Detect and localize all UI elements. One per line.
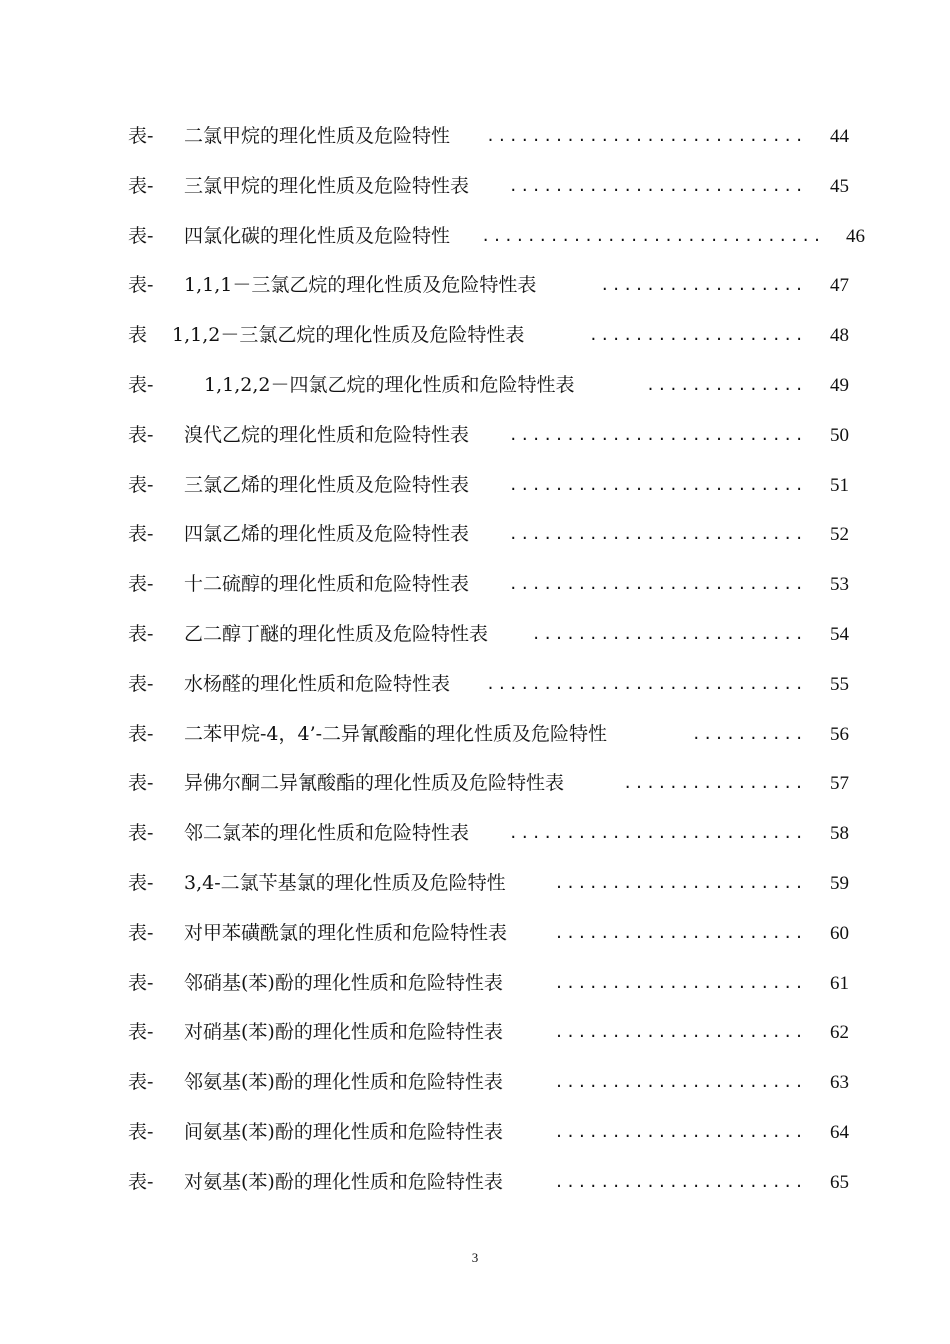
toc-title: 对氨基(苯)酚的理化性质和危险特性表 xyxy=(184,1170,503,1193)
toc-page-number: 51 xyxy=(830,474,849,496)
toc-page-number: 64 xyxy=(830,1121,849,1143)
toc-page-number: 48 xyxy=(830,325,849,347)
toc-page-number: 49 xyxy=(830,374,849,396)
toc-page-number: 54 xyxy=(830,623,849,645)
toc-leader: ...................... xyxy=(554,873,806,892)
toc-leader: .......................... xyxy=(508,475,806,494)
toc-title: 二苯甲烷-4，4’-二异氰酸酯的理化性质及危险特性 xyxy=(184,722,608,745)
toc-page-number: 47 xyxy=(830,275,849,297)
toc-prefix: 表- xyxy=(128,971,154,994)
toc-page-number: 45 xyxy=(830,175,849,197)
toc-entry[interactable] xyxy=(0,560,950,610)
toc-page-number: 59 xyxy=(830,872,849,894)
toc-page-number: 58 xyxy=(830,823,849,845)
toc-leader: ........................ xyxy=(531,624,806,643)
toc-title: 水杨醛的理化性质和危险特性表 xyxy=(184,672,451,695)
toc-prefix: 表- xyxy=(128,1021,154,1044)
toc-leader: .............. xyxy=(645,375,806,394)
toc-prefix: 表- xyxy=(128,622,154,645)
toc-entry[interactable] xyxy=(0,1008,950,1058)
page-number: 3 xyxy=(471,1250,479,1265)
toc-entry[interactable] xyxy=(0,809,950,859)
toc-prefix: 表- xyxy=(128,1071,154,1094)
toc-entry[interactable] xyxy=(0,759,950,809)
toc-prefix: 表- xyxy=(128,125,154,147)
toc-title: 三氯乙烯的理化性质及危险特性表 xyxy=(184,473,470,496)
toc-title: 对甲苯磺酰氯的理化性质和危险特性表 xyxy=(184,921,508,944)
toc-entry[interactable] xyxy=(0,1108,950,1158)
toc-prefix: 表- xyxy=(128,573,154,596)
toc-title: 二氯甲烷的理化性质及危险特性 xyxy=(184,125,451,147)
toc-entry[interactable] xyxy=(0,361,950,411)
toc-leader: .............................. xyxy=(481,226,824,245)
toc-entry[interactable] xyxy=(0,660,950,710)
toc-page-number: 63 xyxy=(830,1072,849,1094)
toc-title: 三氯甲烷的理化性质及危险特性表 xyxy=(184,174,470,197)
toc-leader: .......................... xyxy=(508,425,806,444)
toc-prefix: 表 xyxy=(128,324,148,347)
toc-leader: ...................... xyxy=(554,1122,806,1141)
toc-prefix: 表- xyxy=(128,423,154,446)
toc-prefix: 表- xyxy=(128,373,154,396)
toc-title: 邻二氯苯的理化性质和危险特性表 xyxy=(184,822,470,845)
toc-page-number: 53 xyxy=(830,574,849,596)
toc-entry[interactable] xyxy=(0,710,950,760)
toc-page-number: 55 xyxy=(830,673,849,695)
toc-leader: .................. xyxy=(600,276,806,295)
toc-page-number: 52 xyxy=(830,524,849,546)
table-of-contents xyxy=(0,112,950,1208)
toc-prefix: 表- xyxy=(128,921,154,944)
toc-leader: ................ xyxy=(623,774,806,793)
toc-title: 间氨基(苯)酚的理化性质和危险特性表 xyxy=(184,1120,503,1143)
toc-leader: .......... xyxy=(691,724,806,743)
toc-entry[interactable] xyxy=(0,610,950,660)
toc-leader: ...................... xyxy=(554,1073,806,1092)
toc-page-number: 60 xyxy=(830,922,849,944)
toc-leader: ...................... xyxy=(554,1023,806,1042)
toc-entry[interactable] xyxy=(0,859,950,909)
toc-page-number: 56 xyxy=(830,723,849,745)
toc-title: 1,1,2,2－四氯乙烷的理化性质和危险特性表 xyxy=(204,373,575,396)
toc-prefix: 表- xyxy=(128,722,154,745)
toc-entry[interactable] xyxy=(0,461,950,511)
toc-title: 溴代乙烷的理化性质和危险特性表 xyxy=(184,423,470,446)
toc-prefix: 表- xyxy=(128,672,154,695)
toc-leader: ............................ xyxy=(485,674,806,693)
toc-entry[interactable] xyxy=(0,959,950,1009)
toc-prefix: 表- xyxy=(128,174,154,197)
toc-leader: .......................... xyxy=(508,525,806,544)
toc-entry[interactable] xyxy=(0,1158,950,1208)
toc-entry[interactable] xyxy=(0,162,950,212)
toc-page-number: 44 xyxy=(830,126,849,147)
toc-title: 邻硝基(苯)酚的理化性质和危险特性表 xyxy=(184,971,503,994)
toc-prefix: 表- xyxy=(128,523,154,546)
toc-leader: .......................... xyxy=(508,575,806,594)
toc-title: 异佛尔酮二异氰酸酯的理化性质及危险特性表 xyxy=(184,772,565,795)
toc-prefix: 表- xyxy=(128,1120,154,1143)
toc-prefix: 表- xyxy=(128,1170,154,1193)
toc-leader: .......................... xyxy=(508,824,806,843)
toc-leader: ...................... xyxy=(554,1172,806,1191)
toc-entry[interactable] xyxy=(0,311,950,361)
toc-entry[interactable] xyxy=(0,909,950,959)
toc-prefix: 表- xyxy=(128,822,154,845)
toc-entry[interactable] xyxy=(0,261,950,311)
toc-title: 对硝基(苯)酚的理化性质和危险特性表 xyxy=(184,1021,503,1044)
toc-prefix: 表- xyxy=(128,473,154,496)
toc-leader: ............................ xyxy=(485,127,806,145)
toc-title: 四氯化碳的理化性质及危险特性 xyxy=(184,224,451,247)
toc-title: 乙二醇丁醚的理化性质及危险特性表 xyxy=(184,622,489,645)
toc-page-number: 46 xyxy=(846,225,865,247)
toc-prefix: 表- xyxy=(128,871,154,894)
toc-title: 四氯乙烯的理化性质及危险特性表 xyxy=(184,523,470,546)
toc-leader: ...................... xyxy=(554,973,806,992)
toc-page-number: 61 xyxy=(830,972,849,994)
toc-title: 邻氨基(苯)酚的理化性质和危险特性表 xyxy=(184,1071,503,1094)
toc-page-number: 62 xyxy=(830,1022,849,1044)
toc-prefix: 表- xyxy=(128,224,154,247)
toc-leader: ...................... xyxy=(554,923,806,942)
toc-entry[interactable] xyxy=(0,510,950,560)
toc-title: 1,1,1－三氯乙烷的理化性质及危险特性表 xyxy=(184,274,537,297)
toc-entry[interactable] xyxy=(0,411,950,461)
toc-title: 1,1,2－三氯乙烷的理化性质及危险特性表 xyxy=(172,324,525,347)
toc-prefix: 表- xyxy=(128,274,154,297)
toc-title: 十二硫醇的理化性质和危险特性表 xyxy=(184,573,470,596)
toc-prefix: 表- xyxy=(128,772,154,795)
toc-page-number: 65 xyxy=(830,1171,849,1193)
toc-entry[interactable] xyxy=(0,212,950,262)
toc-leader: ................... xyxy=(588,326,806,345)
toc-entry[interactable] xyxy=(0,112,950,162)
toc-page-number: 50 xyxy=(830,424,849,446)
toc-leader: .......................... xyxy=(508,176,806,195)
toc-entry[interactable] xyxy=(0,1058,950,1108)
toc-title: 3,4-二氯苄基氯的理化性质及危险特性 xyxy=(184,871,506,894)
toc-page-number: 57 xyxy=(830,773,849,795)
